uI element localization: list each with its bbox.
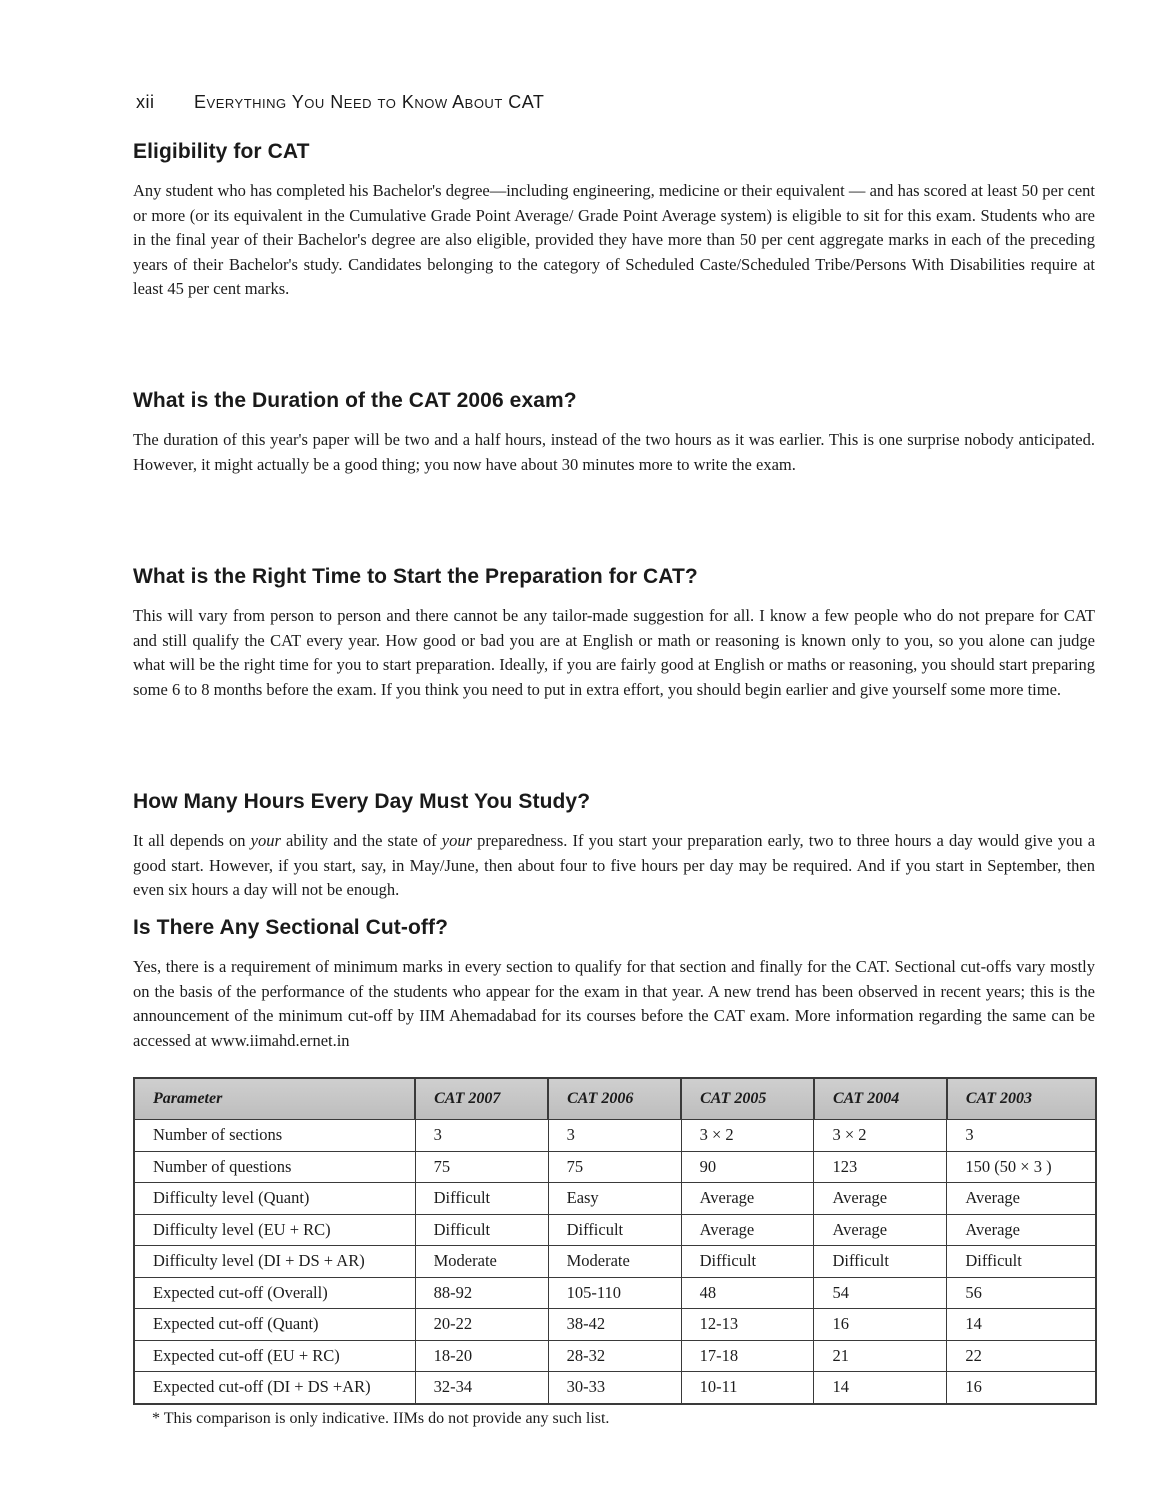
- row-label-cell: Expected cut-off (Overall): [134, 1277, 415, 1309]
- table-header-row: [134, 1078, 1096, 1120]
- section-body: Any student who has completed his Bachelor's degree—including engineering, medicine or their equivalent — and has scored at least 50 per cent or more (or its equivalent in the Cumulative Grade Point Average/ Grade Point Average system) is eligible to sit for this exam. Students who are in the final year of their Bachelor's degree are also eligible, provided they have more than 50 per cent aggregate marks in each of the preceding years of their Bachelor's study. Candidates belonging to the category of Scheduled Caste/Scheduled Tribe/Persons With Disabilities require at least 45 per cent marks.: [133, 181, 1095, 298]
- running-head: [136, 92, 544, 113]
- section-heading: How Many Hours Every Day Must You Study?: [133, 790, 591, 813]
- value-cell: 150 (50 × 3 ): [947, 1151, 1096, 1183]
- column-header: Parameter: [134, 1078, 415, 1120]
- value-cell: 123: [814, 1151, 947, 1183]
- section-body: [133, 829, 1095, 903]
- value-cell: Average: [814, 1214, 947, 1246]
- section-sectional-cutoff: [133, 916, 1095, 1053]
- column-header: CAT 2005: [681, 1078, 814, 1120]
- value-cell: 22: [947, 1340, 1096, 1372]
- value-cell: 88-92: [415, 1277, 548, 1309]
- value-cell: 28-32: [548, 1340, 681, 1372]
- emphasis-text: your: [441, 831, 473, 850]
- value-cell: 105-110: [548, 1277, 681, 1309]
- table-row: [134, 1372, 1096, 1404]
- value-cell: 10-11: [681, 1372, 814, 1404]
- row-label-cell: Difficulty level (DI + DS + AR): [134, 1246, 415, 1278]
- row-label-cell: Difficulty level (EU + RC): [134, 1214, 415, 1246]
- value-cell: Difficult: [681, 1246, 814, 1278]
- comparison-table-wrap: [133, 1077, 1097, 1405]
- section-eligibility: [133, 140, 1095, 302]
- table-row: [134, 1340, 1096, 1372]
- table-footnote: * This comparison is only indicative. IIMs do not provide any such list.: [152, 1410, 610, 1427]
- section-right-time: [133, 565, 1095, 702]
- value-cell: 21: [814, 1340, 947, 1372]
- value-cell: Difficult: [947, 1246, 1096, 1278]
- value-cell: Easy: [548, 1183, 681, 1215]
- body-text: It all depends on: [133, 831, 251, 850]
- cat-comparison-table: [133, 1077, 1097, 1405]
- section-body: This will vary from person to person and there cannot be any tailor-made suggestion for all. I know a few people who do not prepare for CAT and still qualify the CAT every year. How good or bad you are at English or math or reasoning is known only to you, so you alone can judge what will be the right time for you to start preparation. Ideally, if you are fairly good at English or maths or reasoning, you should start preparing some 6 to 8 months before the exam. If you think you need to put in extra effort, you should begin earlier and give yourself some more time.: [133, 606, 1095, 699]
- body-text: ability and the state of: [280, 831, 442, 850]
- table-row: [134, 1214, 1096, 1246]
- section-heading: Eligibility for CAT: [133, 140, 310, 163]
- column-header: CAT 2006: [548, 1078, 681, 1120]
- section-heading: What is the Right Time to Start the Preparation for CAT?: [133, 565, 698, 588]
- value-cell: 12-13: [681, 1309, 814, 1341]
- value-cell: 20-22: [415, 1309, 548, 1341]
- value-cell: 3: [415, 1120, 548, 1152]
- row-label-cell: Difficulty level (Quant): [134, 1183, 415, 1215]
- table-row: [134, 1120, 1096, 1152]
- column-header: CAT 2007: [415, 1078, 548, 1120]
- value-cell: Average: [814, 1183, 947, 1215]
- value-cell: Moderate: [415, 1246, 548, 1278]
- page-number: xii: [136, 92, 155, 112]
- emphasis-text: your: [250, 831, 281, 850]
- table-row: [134, 1151, 1096, 1183]
- section-body: The duration of this year's paper will be two and a half hours, instead of the two hours as it was earlier. This is one surprise nobody anticipated. However, it might actually be a good thing; you now have about 30 minutes more to write the exam.: [133, 430, 1095, 474]
- value-cell: Moderate: [548, 1246, 681, 1278]
- row-label-cell: Number of sections: [134, 1120, 415, 1152]
- table-row: [134, 1246, 1096, 1278]
- value-cell: 38-42: [548, 1309, 681, 1341]
- value-cell: 56: [947, 1277, 1096, 1309]
- value-cell: 14: [814, 1372, 947, 1404]
- book-title: Everything You Need to Know About CAT: [194, 92, 545, 112]
- value-cell: 16: [947, 1372, 1096, 1404]
- table-body: [134, 1120, 1096, 1404]
- value-cell: Difficult: [814, 1246, 947, 1278]
- row-label-cell: Expected cut-off (Quant): [134, 1309, 415, 1341]
- row-label-cell: Number of questions: [134, 1151, 415, 1183]
- section-heading: What is the Duration of the CAT 2006 exam?: [133, 389, 577, 412]
- table-row: [134, 1277, 1096, 1309]
- value-cell: Average: [947, 1183, 1096, 1215]
- value-cell: Difficult: [415, 1183, 548, 1215]
- value-cell: 48: [681, 1277, 814, 1309]
- value-cell: 3: [947, 1120, 1096, 1152]
- value-cell: Difficult: [415, 1214, 548, 1246]
- table-row: [134, 1309, 1096, 1341]
- value-cell: 18-20: [415, 1340, 548, 1372]
- value-cell: Difficult: [548, 1214, 681, 1246]
- value-cell: 75: [548, 1151, 681, 1183]
- body-text: preparedness. If you start your preparation early, two to three hours a day would give you a good start. However, if you start, say, in May/June, then about four to five hours per day may be required. And if you start in September, then even six hours a day will not be enough.: [133, 831, 1096, 899]
- value-cell: 17-18: [681, 1340, 814, 1372]
- value-cell: 3: [548, 1120, 681, 1152]
- column-header: CAT 2003: [947, 1078, 1096, 1120]
- section-study-hours: [133, 790, 1095, 903]
- section-duration: [133, 389, 1095, 477]
- value-cell: 90: [681, 1151, 814, 1183]
- value-cell: 16: [814, 1309, 947, 1341]
- row-label-cell: Expected cut-off (EU + RC): [134, 1340, 415, 1372]
- value-cell: Average: [947, 1214, 1096, 1246]
- value-cell: Average: [681, 1183, 814, 1215]
- section-heading: Is There Any Sectional Cut-off?: [133, 916, 449, 939]
- value-cell: 30-33: [548, 1372, 681, 1404]
- value-cell: 75: [415, 1151, 548, 1183]
- value-cell: 3 × 2: [814, 1120, 947, 1152]
- value-cell: 54: [814, 1277, 947, 1309]
- value-cell: Average: [681, 1214, 814, 1246]
- column-header: CAT 2004: [814, 1078, 947, 1120]
- section-body: Yes, there is a requirement of minimum marks in every section to qualify for that section and finally for the CAT. Sectional cut-offs vary mostly on the basis of the performance of the students who appear for the exam in that year. A new trend has been observed in recent years; this is the announcement of the minimum cut-off by IIM Ahemadabad for its courses before the CAT exam. More information regarding the same can be accessed at www.iimahd.ernet.in: [133, 957, 1095, 1050]
- value-cell: 32-34: [415, 1372, 548, 1404]
- table-row: [134, 1183, 1096, 1215]
- value-cell: 14: [947, 1309, 1096, 1341]
- row-label-cell: Expected cut-off (DI + DS +AR): [134, 1372, 415, 1404]
- value-cell: 3 × 2: [681, 1120, 814, 1152]
